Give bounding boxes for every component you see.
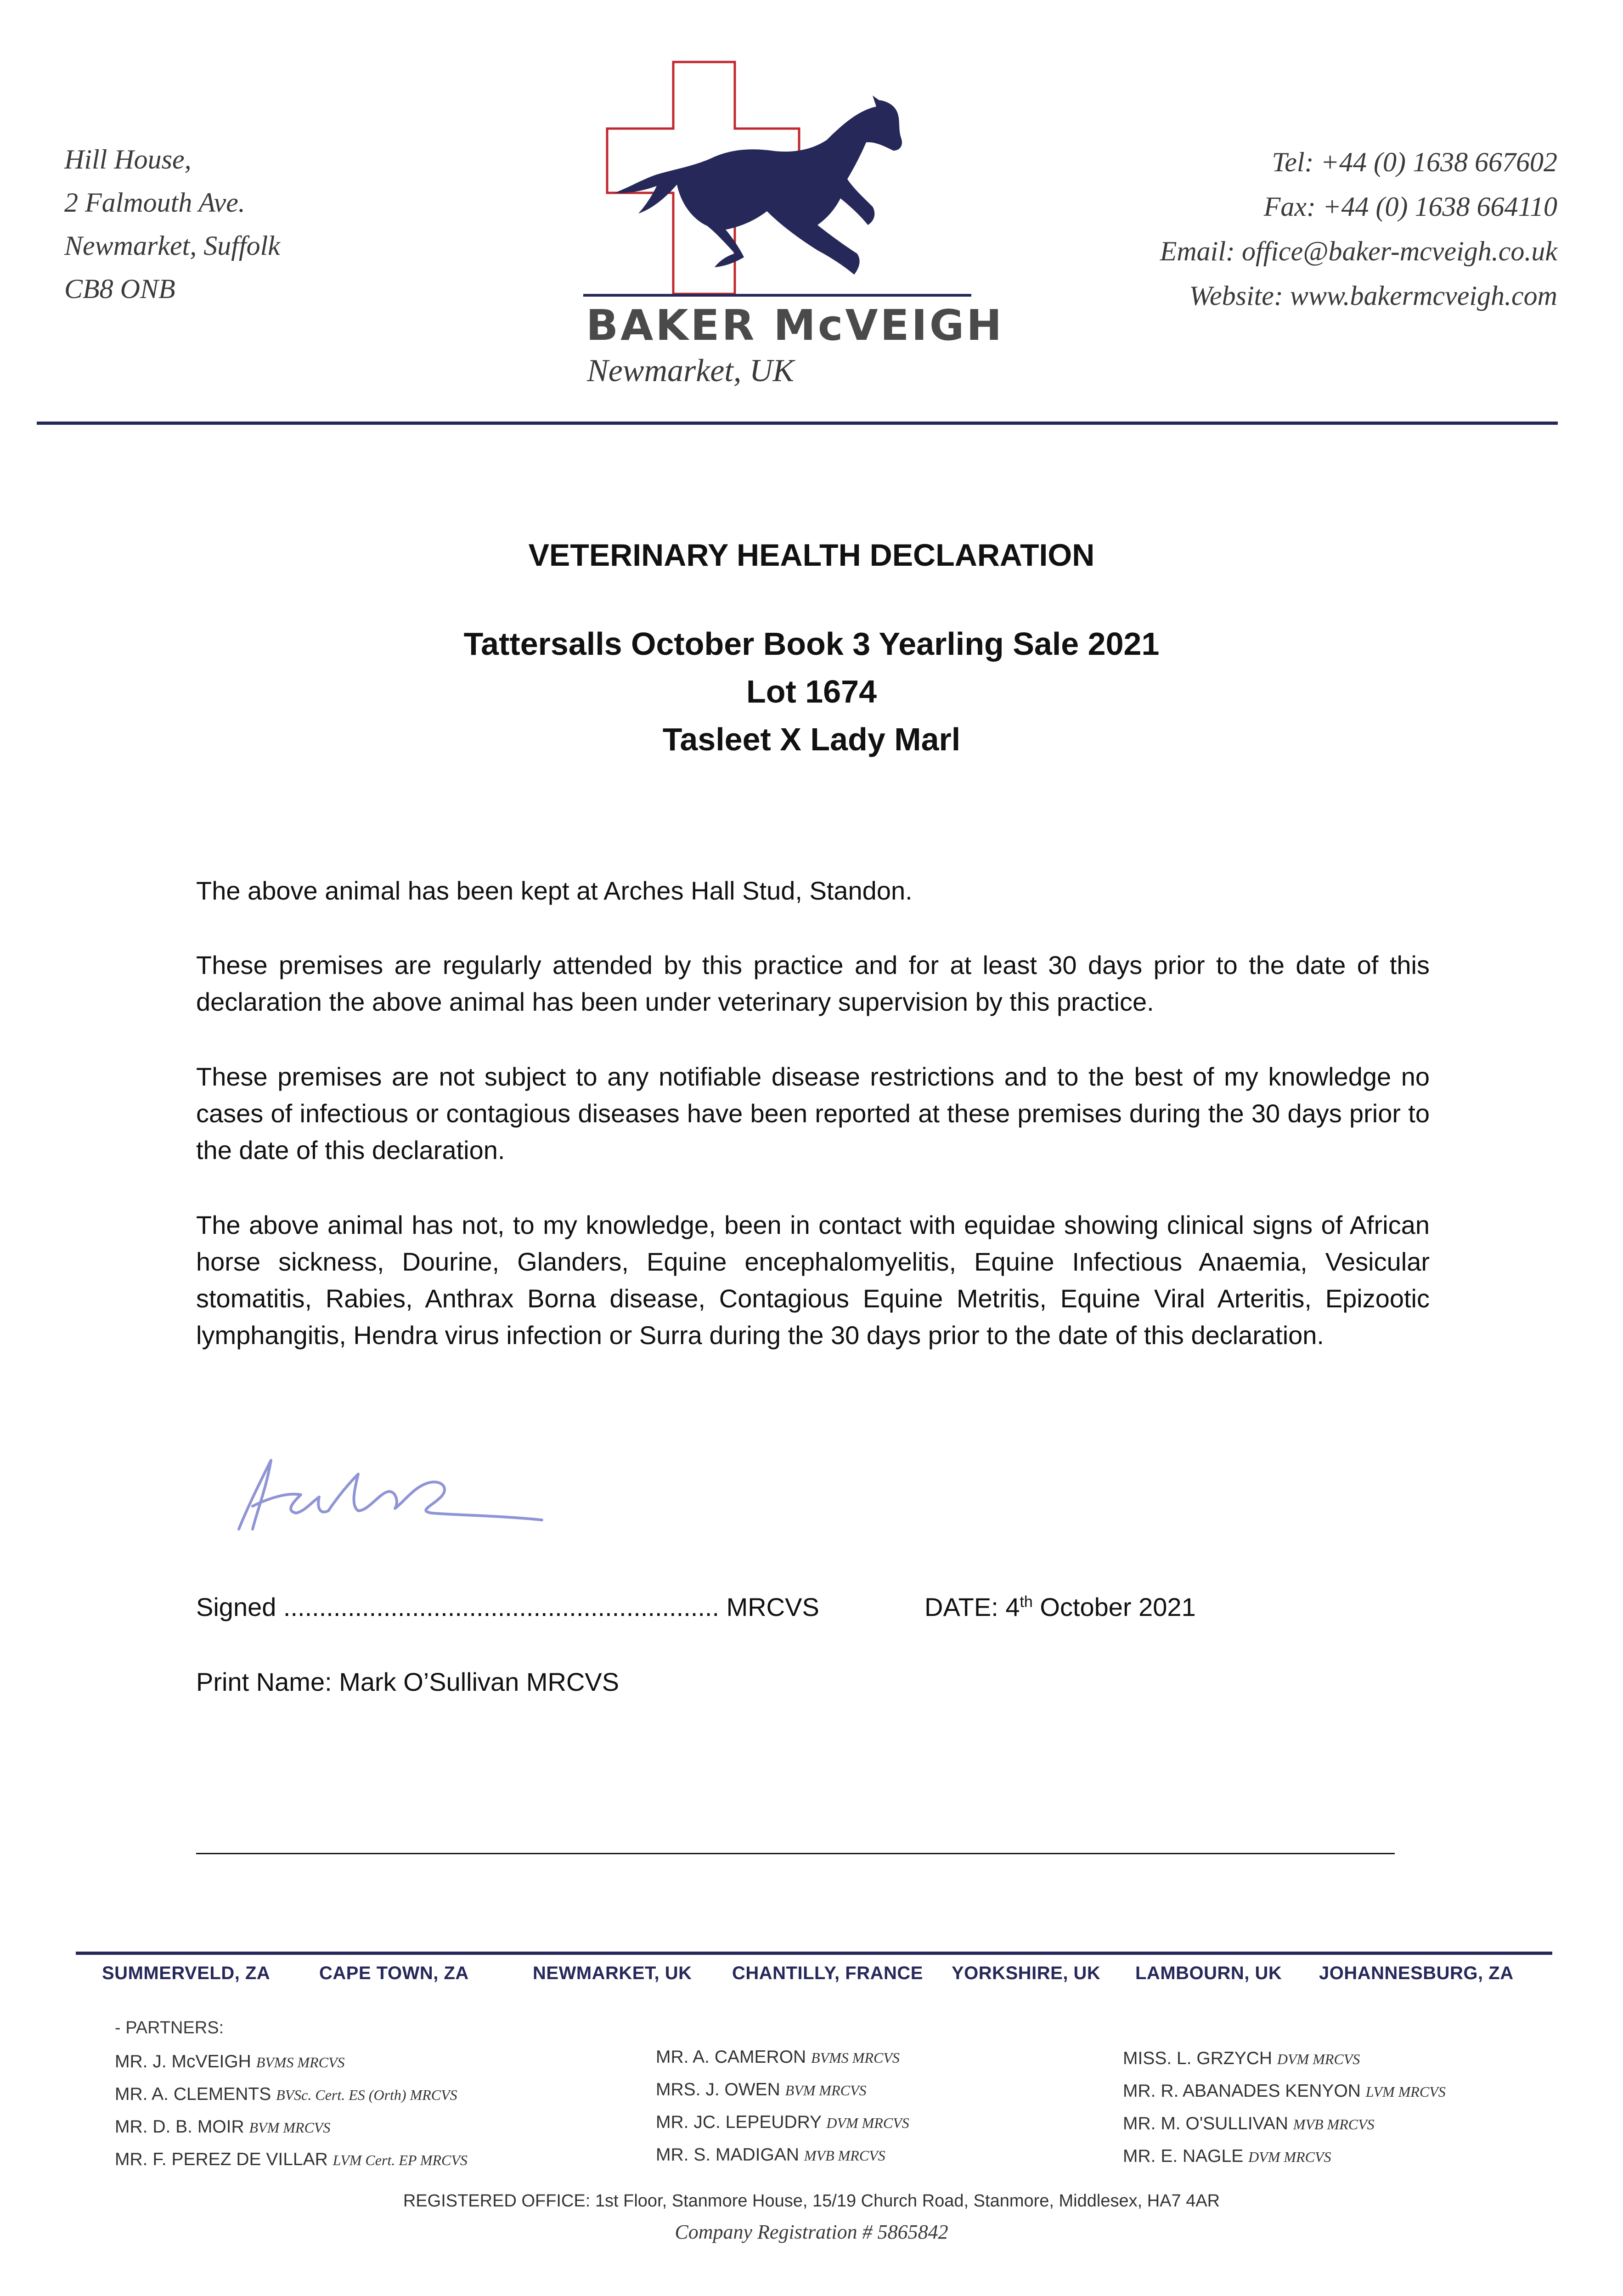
signature-underline [196, 1853, 1395, 1854]
paragraph-restrictions: These premises are not subject to any notifiable disease restrictions and to the best of my knowledge no cases of infectious or contagious diseases have been reported at these premises during the 30 days prior to the date of this declaration. [196, 1062, 1430, 1165]
location-chantilly: CHANTILLY, FRANCE [732, 1963, 923, 1983]
logo-subtitle: Newmarket, UK [587, 353, 795, 388]
contact-tel: Tel: +44 (0) 1638 667602 [1272, 147, 1557, 177]
partner-entry: MR. E. NAGLE DVM MRCVS [1123, 2146, 1331, 2166]
horse-pedigree: Tasleet X Lady Marl [662, 721, 961, 757]
contact-website[interactable]: Website: www.bakermcveigh.com [1189, 281, 1557, 311]
partners-column-2 [656, 2041, 909, 2172]
location-johannesburg: JOHANNESBURG, ZA [1319, 1963, 1514, 1983]
lot-number: Lot 1674 [746, 674, 877, 709]
partner-entry: MR. M. O'SULLIVAN MVB MRCVS [1123, 2114, 1375, 2133]
location-summerveld: SUMMERVELD, ZA [102, 1963, 270, 1983]
location-yorkshire: YORKSHIRE, UK [952, 1963, 1101, 1983]
paragraph-kept-at: The above animal has been kept at Arches Hall Stud, Standon. [196, 876, 913, 905]
signature-icon [220, 1442, 569, 1543]
location-cape-town: CAPE TOWN, ZA [319, 1963, 469, 1983]
address-line: Hill House, [64, 144, 192, 174]
paragraph-diseases: The above animal has not, to my knowledge, been in contact with equidae showing clinical signs of African horse sickness, Dourine, Glanders, Equine encephalomyelitis, Equine Infectious Anaemia, Vesicular stomatitis, Rabies, Anthrax Borna disease, Contagious Equine Metritis, Equine Viral Arteritis, Epizootic lymphangitis, Hendra virus infection or Surra during the 30 days prior to the date of this declaration. [196, 1210, 1430, 1350]
declaration-date [924, 1592, 1196, 1622]
sale-details [0, 620, 1623, 763]
contact-block [1160, 140, 1557, 318]
company-registration: Company Registration # 5865842 [675, 2221, 948, 2243]
partner-entry: MR. D. B. MOIR BVM MRCVS [115, 2117, 331, 2137]
partner-entry: MISS. L. GRZYCH DVM MRCVS [1123, 2048, 1360, 2068]
print-name: Print Name: Mark O’Sullivan MRCVS [196, 1667, 620, 1696]
address-line: Newmarket, Suffolk [64, 231, 280, 261]
sale-name: Tattersalls October Book 3 Yearling Sale 2021 [463, 626, 1160, 662]
partner-entry: MR. A. CAMERON BVMS MRCVS [656, 2047, 900, 2067]
footer-divider [76, 1952, 1552, 1955]
partner-entry: MR. F. PEREZ DE VILLAR LVM Cert. EP MRCVS [115, 2150, 468, 2169]
registered-office: REGISTERED OFFICE: 1st Floor, Stanmore House, 15/19 Church Road, Stanmore, Middlesex, HA7 4AR [403, 2191, 1220, 2211]
header-divider [37, 422, 1558, 425]
paragraph-supervision: These premises are regularly attended by this practice and for at least 30 days prior to the date of this declaration the above animal has been under veterinary supervision by this practice. [196, 951, 1430, 1016]
partner-entry: MR. JC. LEPEUDRY DVM MRCVS [656, 2112, 909, 2132]
location-lambourn: LAMBOURN, UK [1135, 1963, 1282, 1983]
horse-cross-logo-icon [579, 55, 974, 312]
contact-email[interactable]: Email: office@baker-mcveigh.co.uk [1160, 236, 1557, 266]
contact-fax: Fax: +44 (0) 1638 664110 [1263, 191, 1557, 222]
address-line: 2 Falmouth Ave. [64, 187, 245, 218]
partners-heading: - PARTNERS: [115, 2018, 224, 2037]
partner-entry: MR. A. CLEMENTS BVSc. Cert. ES (Orth) MRCVS [115, 2084, 457, 2104]
address-block [64, 138, 280, 310]
signed-line: Signed ............................................................. MRCVS [196, 1593, 819, 1621]
partners-column-1 [115, 2046, 468, 2176]
partners-column-3 [1123, 2043, 1446, 2173]
partner-entry: MR. R. ABANADES KENYON LVM MRCVS [1123, 2081, 1446, 2101]
page-title: VETERINARY HEALTH DECLARATION [528, 538, 1095, 573]
date-rest: October 2021 [1032, 1593, 1196, 1621]
logo-title: BAKER McVEIGH [586, 301, 1004, 350]
partner-entry: MR. J. McVEIGH BVMS MRCVS [115, 2052, 345, 2071]
partner-entry: MR. S. MADIGAN MVB MRCVS [656, 2145, 885, 2165]
partner-entry: MRS. J. OWEN BVM MRCVS [656, 2080, 867, 2099]
location-newmarket: NEWMARKET, UK [533, 1963, 692, 1983]
date-prefix: DATE: 4 [924, 1593, 1020, 1621]
address-line: CB8 ONB [64, 274, 175, 304]
date-ordinal: th [1020, 1593, 1033, 1611]
